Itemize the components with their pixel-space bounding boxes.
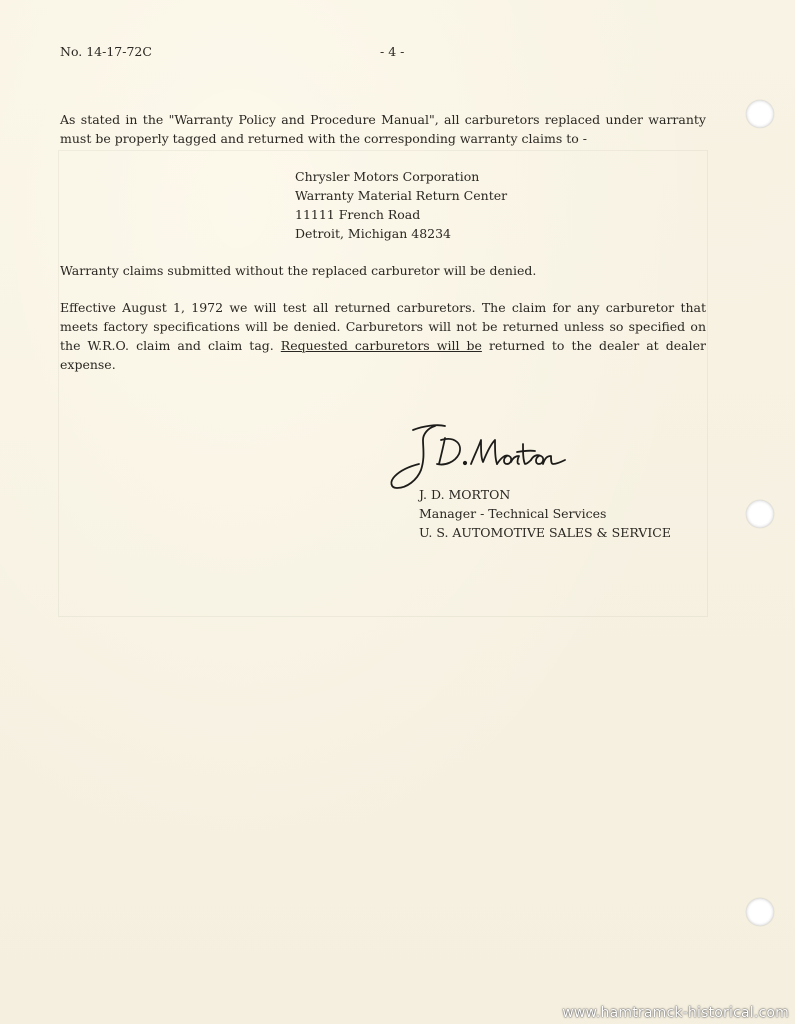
document-number: No. 14-17-72C: [60, 44, 152, 59]
punch-hole-bottom: [746, 898, 774, 926]
signer-organization: U. S. AUTOMOTIVE SALES & SERVICE: [419, 525, 671, 540]
effective-text-underlined: Requested carburetors will be: [280, 338, 482, 353]
address-line: Warranty Material Return Center: [295, 188, 508, 203]
punch-hole-middle: [746, 500, 774, 528]
punch-hole-top: [746, 100, 774, 128]
address-line: 11111 French Road: [295, 207, 421, 222]
effective-text-part1: Effective August 1, 1972 we will test all returned carburetors. The claim for any carburetor that meets factory specifications will be denied. Carburetors will not be returned unless so specified on the W.R.O. claim and claim tag.: [60, 300, 706, 353]
signature-image: [383, 418, 573, 494]
effective-text-part2: returned to the dealer at dealer expense.: [60, 338, 706, 372]
signature-block: [419, 485, 671, 542]
signer-title: Manager - Technical Services: [419, 506, 607, 521]
return-address: [295, 167, 507, 243]
intro-paragraph: As stated in the "Warranty Policy and Procedure Manual", all carburetors replaced under warranty must be properly tagged and returned with the corresponding warranty claims to -: [60, 112, 706, 146]
signer-name: J. D. MORTON: [419, 487, 511, 502]
website-watermark: www.hamtramck-historical.com: [562, 1005, 789, 1021]
denied-paragraph: Warranty claims submitted without the replaced carburetor will be denied.: [60, 263, 537, 278]
address-line: Detroit, Michigan 48234: [295, 226, 451, 241]
page-number: - 4 -: [380, 44, 405, 59]
address-line: Chrysler Motors Corporation: [295, 169, 480, 184]
effective-paragraph: [60, 298, 706, 374]
